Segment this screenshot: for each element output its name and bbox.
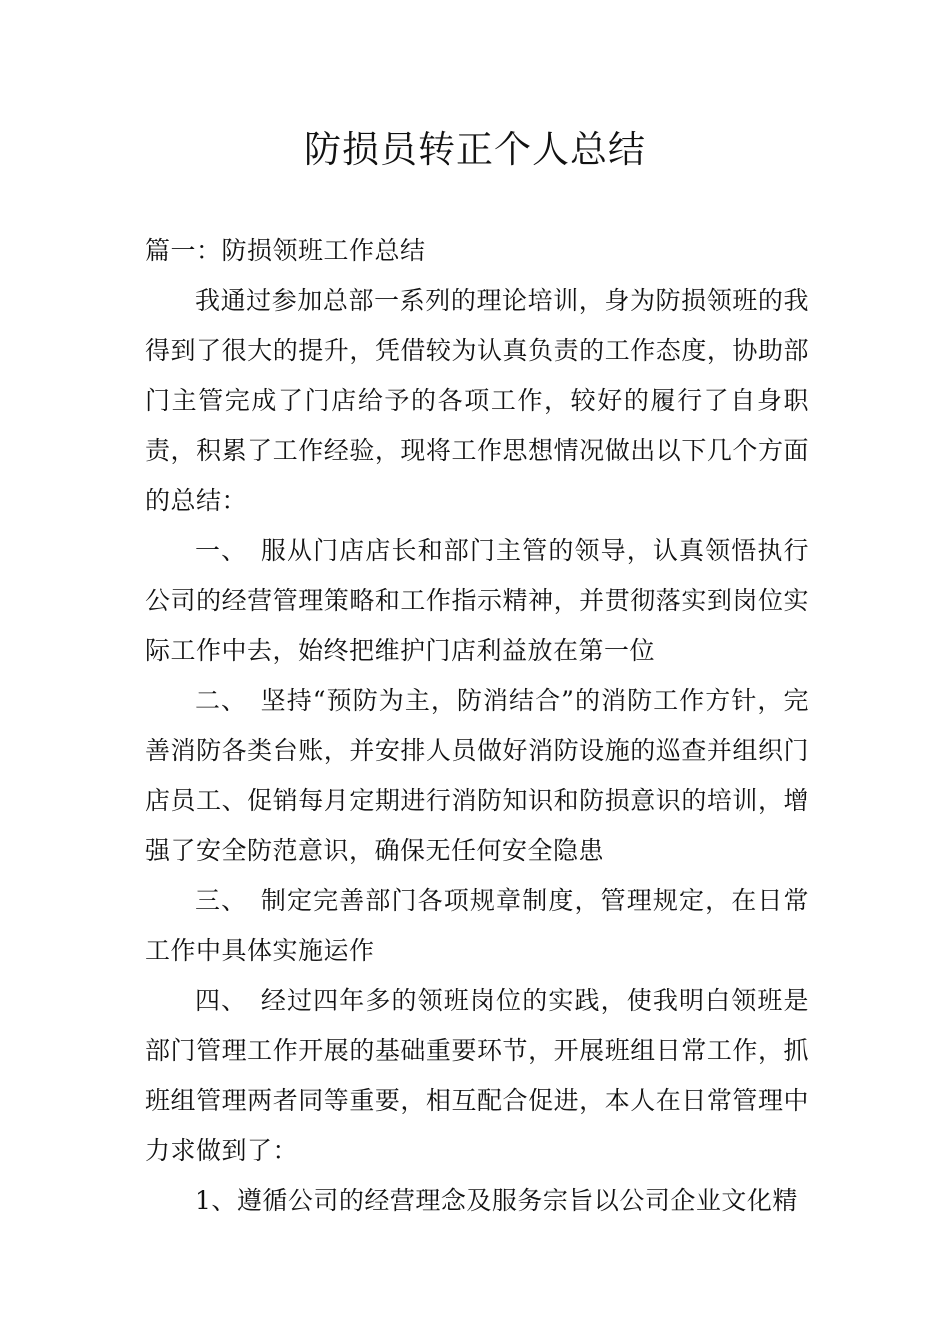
document-body [145,226,809,1226]
document-title: 防损员转正个人总结 [304,128,646,171]
paragraph-subpoint-1: 1、遵循公司的经营理念及服务宗旨以公司企业文化精 [195,1186,798,1215]
section-heading: 篇一：防损领班工作总结 [145,236,426,265]
paragraph-point-3: 三、 制定完善部门各项规章制度，管理规定，在日常工作中具体实施运作 [145,886,809,965]
paragraph-point-1: 一、 服从门店店长和部门主管的领导，认真领悟执行公司的经营管理策略和工作指示精神，并贯彻落实到岗位实际工作中去，始终把维护门店利益放在第一位 [145,536,809,665]
paragraph-point-4: 四、 经过四年多的领班岗位的实践，使我明白领班是部门管理工作开展的基础重要环节，开展班组日常工作，抓班组管理两者同等重要，相互配合促进，本人在日常管理中力求做到了： [145,986,809,1165]
paragraph-intro: 我通过参加总部一系列的理论培训，身为防损领班的我得到了很大的提升，凭借较为认真负责的工作态度，协助部门主管完成了门店给予的各项工作，较好的履行了自身职责，积累了工作经验，现将工作思想情况做出以下几个方面的总结： [145,286,809,515]
paragraph-point-2: 二、 坚持“预防为主，防消结合”的消防工作方针，完善消防各类台账，并安排人员做好消防设施的巡查并组织门店员工、促销每月定期进行消防知识和防损意识的培训，增强了安全防范意识，确保无任何安全隐患 [145,686,809,865]
